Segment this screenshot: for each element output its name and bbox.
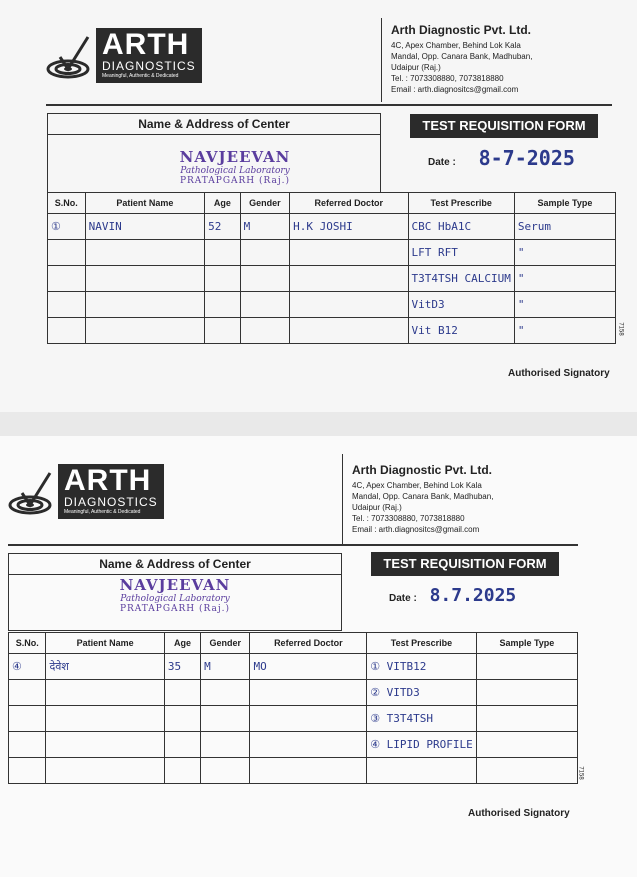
cell-gender bbox=[240, 240, 289, 266]
cell-sno: ④ bbox=[9, 654, 46, 680]
cell-test-prescribe: VitD3 bbox=[408, 292, 514, 318]
cell-referred-doctor bbox=[250, 732, 367, 758]
cell-sample-type: " bbox=[514, 318, 615, 344]
header-rule bbox=[46, 104, 612, 106]
cell-test-prescribe: ① VITB12 bbox=[367, 654, 477, 680]
col-sample-type: Sample Type bbox=[514, 193, 615, 214]
cell-sno bbox=[48, 318, 86, 344]
col-sample-type: Sample Type bbox=[476, 633, 577, 654]
date-field bbox=[389, 585, 516, 606]
cell-gender: M bbox=[240, 214, 289, 240]
cell-gender bbox=[201, 732, 250, 758]
cell-gender bbox=[240, 266, 289, 292]
logo-title: ARTH bbox=[64, 464, 152, 497]
logo-wordmark bbox=[58, 464, 164, 519]
cell-gender bbox=[240, 318, 289, 344]
cell-age bbox=[164, 758, 200, 784]
center-header: Name & Address of Center bbox=[9, 554, 341, 575]
cell-patient-name: देवेश bbox=[46, 654, 164, 680]
center-stamp bbox=[90, 576, 260, 614]
cell-age: 52 bbox=[205, 214, 241, 240]
table-row bbox=[9, 732, 578, 758]
cell-test-prescribe bbox=[367, 758, 477, 784]
date-label: Date : bbox=[389, 593, 417, 604]
cell-gender bbox=[201, 758, 250, 784]
arth-logo bbox=[46, 28, 202, 83]
date-value: 8.7.2025 bbox=[429, 585, 517, 606]
table-row bbox=[9, 680, 578, 706]
company-address-2: Mandal, Opp. Canara Bank, Madhuban, bbox=[391, 52, 533, 61]
company-name: Arth Diagnostic Pvt. Ltd. bbox=[391, 23, 532, 37]
date-label: Date : bbox=[428, 157, 456, 168]
cell-age bbox=[164, 732, 200, 758]
col-age: Age bbox=[205, 193, 241, 214]
table-row bbox=[48, 240, 616, 266]
company-phone: Tel. : 7073308880, 7073818880 bbox=[391, 74, 504, 83]
col-test-prescribe: Test Prescribe bbox=[367, 633, 477, 654]
col-gender: Gender bbox=[201, 633, 250, 654]
header-divider bbox=[381, 18, 382, 102]
cell-age bbox=[164, 706, 200, 732]
logo-subtitle: DIAGNOSTICS bbox=[102, 59, 196, 73]
cell-sample-type: Serum bbox=[514, 214, 615, 240]
cell-sno bbox=[48, 292, 86, 318]
logo-title: ARTH bbox=[102, 28, 190, 61]
requisition-form-bottom bbox=[0, 436, 637, 877]
patient-table bbox=[47, 192, 616, 344]
cell-referred-doctor: MO bbox=[250, 654, 367, 680]
cell-referred-doctor: H.K JOSHI bbox=[290, 214, 408, 240]
center-header: Name & Address of Center bbox=[48, 114, 380, 135]
table-row bbox=[9, 758, 578, 784]
authorised-signatory: Authorised Signatory bbox=[508, 368, 610, 379]
cell-sample-type bbox=[476, 732, 577, 758]
company-address-1: 4C, Apex Chamber, Behind Lok Kala bbox=[391, 41, 521, 50]
cell-referred-doctor bbox=[290, 292, 408, 318]
cell-age: 35 bbox=[164, 654, 200, 680]
col-test-prescribe: Test Prescribe bbox=[408, 193, 514, 214]
col-patient-name: Patient Name bbox=[46, 633, 164, 654]
table-header-row bbox=[48, 193, 616, 214]
cell-age bbox=[205, 266, 241, 292]
form-title: TEST REQUISITION FORM bbox=[410, 114, 598, 138]
logo-wordmark bbox=[96, 28, 202, 83]
stamp-line-2: Pathological Laboratory bbox=[120, 594, 230, 604]
requisition-form-top bbox=[0, 0, 637, 412]
cell-patient-name bbox=[46, 758, 164, 784]
company-address-2: Mandal, Opp. Canara Bank, Madhuban, bbox=[352, 492, 494, 501]
cell-patient-name bbox=[85, 240, 205, 266]
cell-patient-name: NAVIN bbox=[85, 214, 205, 240]
col-gender: Gender bbox=[240, 193, 289, 214]
stamp-line-1: NAVJEEVAN bbox=[179, 148, 291, 166]
stamp-line-3: PRATAPGARH (Raj.) bbox=[179, 176, 291, 186]
cell-test-prescribe: Vit B12 bbox=[408, 318, 514, 344]
company-email: Email : arth.diagnositcs@gmail.com bbox=[391, 85, 519, 94]
cell-referred-doctor bbox=[250, 680, 367, 706]
cell-sample-type bbox=[476, 680, 577, 706]
form-title: TEST REQUISITION FORM bbox=[371, 552, 559, 576]
company-address-3: Udaipur (Raj.) bbox=[391, 63, 441, 72]
center-stamp bbox=[150, 148, 320, 186]
col-age: Age bbox=[164, 633, 200, 654]
cell-patient-name bbox=[46, 706, 164, 732]
cell-patient-name bbox=[85, 318, 205, 344]
col-patient-name: Patient Name bbox=[85, 193, 205, 214]
cell-sno bbox=[9, 732, 46, 758]
cell-patient-name bbox=[46, 680, 164, 706]
cell-age bbox=[164, 680, 200, 706]
table-row bbox=[48, 318, 616, 344]
stamp-line-1: NAVJEEVAN bbox=[119, 576, 231, 594]
col-referred-doctor: Referred Doctor bbox=[250, 633, 367, 654]
cell-age bbox=[205, 240, 241, 266]
table-row bbox=[9, 706, 578, 732]
cell-test-prescribe: ② VITD3 bbox=[367, 680, 477, 706]
cell-sample-type bbox=[476, 654, 577, 680]
cell-referred-doctor bbox=[250, 706, 367, 732]
cell-test-prescribe: ③ T3T4TSH bbox=[367, 706, 477, 732]
cell-referred-doctor bbox=[290, 318, 408, 344]
logo-tagline: Meaningful, Authentic & Dedicated bbox=[64, 509, 141, 515]
cell-sno bbox=[48, 240, 86, 266]
cell-test-prescribe: LFT RFT bbox=[408, 240, 514, 266]
cell-gender bbox=[201, 680, 250, 706]
col-sno: S.No. bbox=[9, 633, 46, 654]
col-sno: S.No. bbox=[48, 193, 86, 214]
cell-gender: M bbox=[201, 654, 250, 680]
cell-sample-type bbox=[476, 758, 577, 784]
target-check-icon bbox=[46, 33, 92, 79]
cell-referred-doctor bbox=[290, 240, 408, 266]
cell-sno bbox=[9, 706, 46, 732]
cell-sample-type: " bbox=[514, 292, 615, 318]
patient-table bbox=[8, 632, 578, 784]
cell-sno: ① bbox=[48, 214, 86, 240]
col-referred-doctor: Referred Doctor bbox=[290, 193, 408, 214]
cell-sno bbox=[48, 266, 86, 292]
table-row bbox=[48, 266, 616, 292]
cell-test-prescribe: CBC HbA1C bbox=[408, 214, 514, 240]
table-row bbox=[48, 214, 616, 240]
cell-referred-doctor bbox=[290, 266, 408, 292]
authorised-signatory: Authorised Signatory bbox=[468, 808, 570, 819]
arth-logo bbox=[8, 464, 164, 519]
stamp-line-2: Pathological Laboratory bbox=[180, 166, 290, 176]
company-email: Email : arth.diagnositcs@gmail.com bbox=[352, 525, 480, 534]
cell-patient-name bbox=[85, 292, 205, 318]
form-serial: 7158 bbox=[577, 766, 584, 780]
cell-patient-name bbox=[46, 732, 164, 758]
cell-age bbox=[205, 318, 241, 344]
table-row bbox=[9, 654, 578, 680]
company-info bbox=[391, 22, 532, 95]
cell-age bbox=[205, 292, 241, 318]
cell-patient-name bbox=[85, 266, 205, 292]
company-phone: Tel. : 7073308880, 7073818880 bbox=[352, 514, 465, 523]
company-info bbox=[352, 462, 493, 535]
cell-gender bbox=[201, 706, 250, 732]
header-rule bbox=[8, 544, 578, 546]
table-header-row bbox=[9, 633, 578, 654]
cell-sno bbox=[9, 680, 46, 706]
header-divider bbox=[342, 454, 343, 544]
company-address-1: 4C, Apex Chamber, Behind Lok Kala bbox=[352, 481, 482, 490]
date-field bbox=[428, 146, 575, 170]
stamp-line-3: PRATAPGARH (Raj.) bbox=[119, 604, 231, 614]
logo-subtitle: DIAGNOSTICS bbox=[64, 495, 158, 509]
cell-sample-type: " bbox=[514, 266, 615, 292]
date-value: 8-7-2025 bbox=[478, 146, 575, 170]
form-serial: 7158 bbox=[617, 322, 624, 336]
cell-test-prescribe: T3T4TSH CALCIUM bbox=[408, 266, 514, 292]
cell-gender bbox=[240, 292, 289, 318]
cell-sample-type bbox=[476, 706, 577, 732]
company-address-3: Udaipur (Raj.) bbox=[352, 503, 402, 512]
logo-tagline: Meaningful, Authentic & Dedicated bbox=[102, 73, 179, 79]
cell-test-prescribe: ④ LIPID PROFILE bbox=[367, 732, 477, 758]
table-row bbox=[48, 292, 616, 318]
cell-sample-type: " bbox=[514, 240, 615, 266]
target-check-icon bbox=[8, 469, 54, 515]
cell-sno bbox=[9, 758, 46, 784]
company-name: Arth Diagnostic Pvt. Ltd. bbox=[352, 463, 493, 477]
cell-referred-doctor bbox=[250, 758, 367, 784]
